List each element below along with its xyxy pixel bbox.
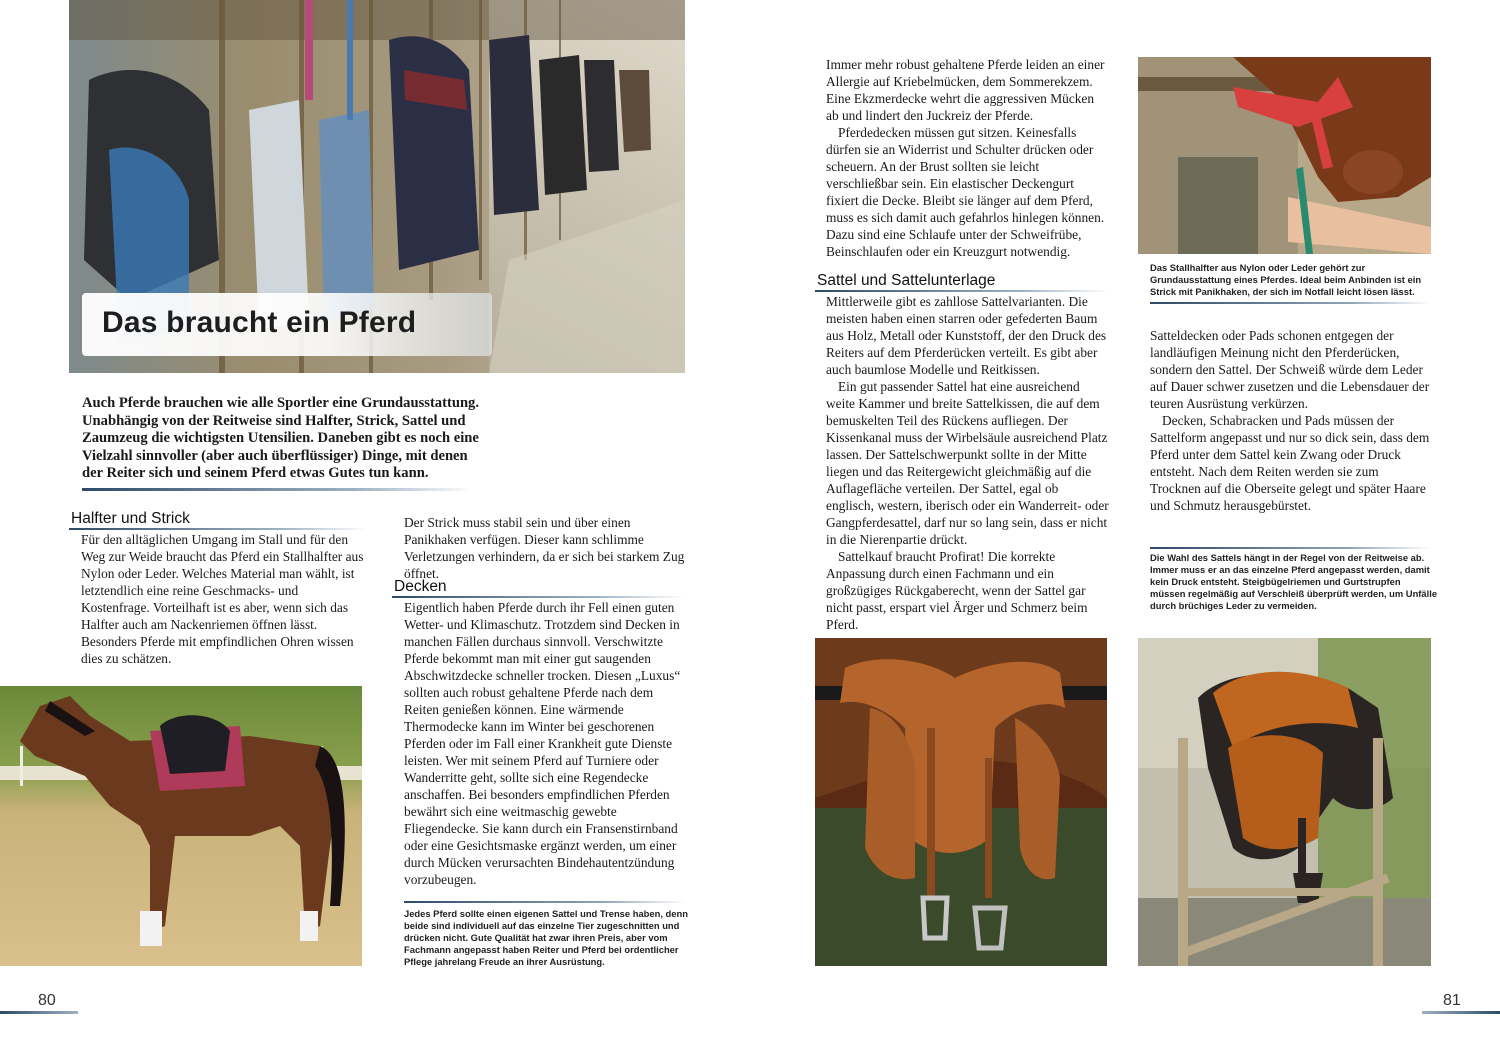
- sattel-text: [826, 293, 1109, 633]
- page-title: Das braucht ein Pferd: [102, 306, 417, 339]
- caption-halter-divider: [1150, 302, 1432, 304]
- footer-bar-left: [0, 1011, 78, 1014]
- caption-horse-block: [404, 908, 690, 968]
- caption-saddle: Die Wahl des Sattels hängt in der Regel von der Reitweise ab. Immer muss er an das einzelne Pferd angepasst werden, damit kein Druck entsteht. Steigbügelriemen und Gurtstrupfen müssen regelmäßig auf Verschleiß überprüft werden, um Unfälle durch brüchiges Leder zu vermeiden.: [1150, 552, 1438, 611]
- intro-block: [82, 395, 482, 483]
- iberian-saddle-photo: [1138, 638, 1431, 966]
- right-col2-text: [1150, 327, 1432, 514]
- right-paragraph-2: Pferdedecken müssen gut sitzen. Keinesfalls dürfen sie an Widerrist und Schulter drücken oder scheuern. An der Brust sollten sie leicht verschließbar sein. Ein elastischer Deckengurt fixiert die Decke. Bleibt sie länger auf dem Pferd, muss es sich damit auch gefahrlos hinlegen können. Dazu sind eine Schlaufe unter der Schweifrübe, Beinschlaufen oder ein Kreuzgurt notwendig.: [826, 125, 1105, 259]
- right-col2-paragraph-1: Satteldecken oder Pads schonen entgegen der landläufigen Meinung nicht den Pferderücken, sondern den Sattel. Der Schweiß würde dem Leder auf Dauer schwer zusetzen und die Lebensdauer der teuren Ausrüstung verkürzen.: [1150, 328, 1430, 411]
- halfter-text: [81, 531, 365, 667]
- caption-halter-block: [1150, 262, 1440, 298]
- heading-sattel: Sattel und Sattelunterlage: [817, 272, 996, 289]
- page-number-left: 80: [38, 992, 56, 1009]
- section-decken: [392, 578, 682, 598]
- halter-photo: [1138, 57, 1431, 254]
- decken-text: [404, 599, 686, 888]
- right-col1-top: [826, 56, 1109, 260]
- footer-bar-right: [1422, 1011, 1500, 1014]
- caption-horse-divider: [404, 901, 686, 903]
- section-halfter: [69, 510, 369, 530]
- halfter-paragraph-2: Der Strick muss stabil sein und über einen Panikhaken verfügen. Dieser kann schlimme Verletzungen verhindern, da er sich bei starkem Zug öffnet.: [404, 515, 685, 581]
- page-number-right: 81: [1443, 992, 1461, 1009]
- horse-saddled-photo: [0, 686, 362, 966]
- sattel-paragraph-1: Mittlerweile gibt es zahllose Sattelvarianten. Die meisten haben einen starren oder gefederten Baum aus Holz, Metall oder Kunststoff, der den Druck des Reiters auf dem Pferderücken verteilt. Es gibt aber auch baumlose Modelle und Reitkissen.: [826, 294, 1107, 377]
- heading-halfter: Halfter und Strick: [71, 510, 190, 527]
- caption-saddle-divider: [1150, 547, 1432, 549]
- sattel-paragraph-2: Ein gut passender Sattel hat eine ausreichend weite Kammer und breite Sattelkissen, die auf dem bemuskelten Teil des Rückens aufliegen. Der Kissenkanal muss der Wirbelsäule ausreichend Platz lassen. Der Sattelschwerpunkt sollte in der Mitte liegen und das Reitergewicht gleichmäßig auf die Auflagefläche verteilen. Der Sattel, egal ob englisch, western, iberisch oder ein Wanderreit- oder Gangpferdesattel, darf nur so lang sein, dass er nicht in die Nierenpartie drückt.: [826, 379, 1109, 547]
- english-saddle-photo: [815, 638, 1107, 966]
- heading-decken-underline: [392, 596, 684, 598]
- caption-saddle-block: [1150, 552, 1438, 612]
- caption-horse: Jedes Pferd sollte einen eigenen Sattel und Trense haben, denn beide sind individuell auf das einzelne Tier zugeschnitten und drücken nicht. Gute Qualität hat zwar ihren Preis, aber vom Fachmann angepasst haben Reiter und Pferd bei ordentlicher Pflege jahrelang Freude an ihrer Ausrüstung.: [404, 908, 688, 967]
- heading-halfter-underline: [69, 528, 369, 530]
- right-col2-paragraph-2: Decken, Schabracken und Pads müssen der Sattelform angepasst und nur so dick sein, dass dem Pferd unter dem Sattel kein Zwang oder Druck entsteht. Nach dem Reiten werden sie zum Trocknen auf die Oberseite gelegt und später Haare und Schmutz herausgebürstet.: [1150, 413, 1430, 513]
- heading-decken: Decken: [394, 578, 447, 595]
- decken-paragraph-1: Eigentlich haben Pferde durch ihr Fell einen guten Wetter- und Klimaschutz. Trotzdem sind Decken in manchen Fällen durchaus sinnvoll. Verschwitzte Pferde bekommt man mit einer gut saugenden Abschwitzdecke schneller trocken. Diesen „Luxus“ sollten auch robust gehaltene Pferde nach dem Reiten genießen können. Eine wärmende Thermodecke kann im Winter bei geschorenen Pferden oder im Fall einer Krankheit gute Dienste leisten. Wer mit seinem Pferd auf Turniere oder Wanderritte geht, sollte sich eine Regendecke anschaffen. Bei besonders empfindlichen Pferden bewährt sich eine weitmaschig gewebte Fliegendecke. Sie kann durch ein Fransenstirnband oder eine Gesichtsmaske ergänzt werden, um einer durch Mücken verursachten Bindehautentzündung vorzubeugen.: [404, 600, 681, 887]
- intro-text: Auch Pferde brauchen wie alle Sportler eine Grundausstattung. Unabhängig von der Reitweise sind Halfter, Strick, Sattel und Zaumzeug die wichtigsten Utensilien. Daneben gibt es noch eine Vielzahl sinnvoller (aber auch überflüssiger) Dinge, mit denen der Reiter sich und seinem Pferd etwas Gutes tun kann.: [82, 395, 480, 481]
- right-paragraph-1: Immer mehr robust gehaltene Pferde leiden an einer Allergie auf Kriebelmücken, dem Sommerekzem. Eine Ekzmerdecke wehrt die aggressiven Mücken ab und lindert den Juckreiz der Pferde.: [826, 57, 1105, 123]
- halfter-paragraph-1: Für den alltäglichen Umgang im Stall und für den Weg zur Weide braucht das Pferd ein Stallhalfter aus Nylon oder Leder. Welches Material man wählt, ist letztendlich eine reine Geschmacks- und Kostenfrage. Vorteilhaft ist es aber, wenn sich das Halfter auch am Nackenriemen öffnen lässt. Besonders Pferde mit empfindlichen Ohren wissen dies zu schätzen.: [81, 532, 364, 666]
- sattel-paragraph-3: Sattelkauf braucht Profirat! Die korrekte Anpassung durch einen Fachmann und ein großzügiges Rückgaberecht, wenn der Sattel gar nicht passt, erspart viel Ärger und Schmerz beim Pferd.: [826, 549, 1088, 632]
- caption-halter: Das Stallhalfter aus Nylon oder Leder gehört zur Grundausstattung eines Pferdes. Ideal beim Anbinden ist ein Strick mit Panikhaken, der sich im Notfall leicht lösen lässt.: [1150, 262, 1422, 297]
- section-sattel: [815, 272, 1115, 292]
- intro-divider: [82, 488, 474, 491]
- strick-text: [404, 514, 686, 582]
- heading-sattel-underline: [815, 290, 1110, 292]
